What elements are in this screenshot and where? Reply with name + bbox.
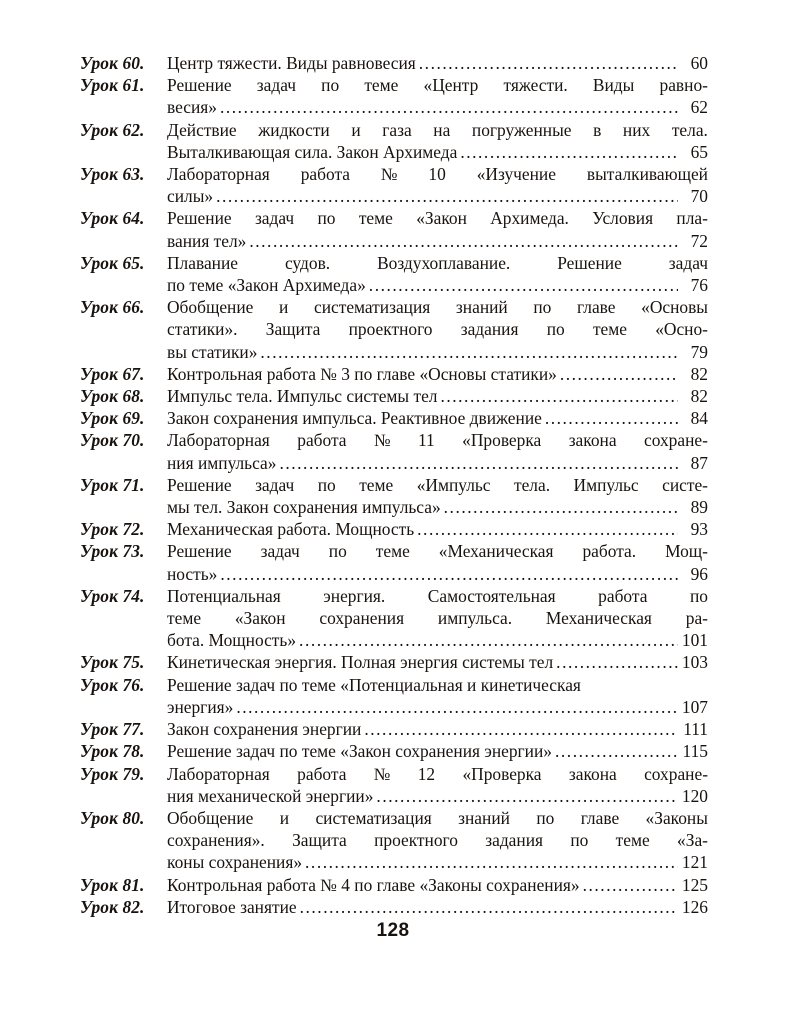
toc-entry-line [167, 474, 708, 496]
toc-entry-text: бота. Мощность» [167, 630, 297, 651]
toc-entry-line [167, 341, 708, 363]
toc-entry-text: энергия» [167, 696, 234, 717]
toc-entry-text: Решение задач по теме «Потенциальная и кинетическая [167, 674, 581, 695]
toc-entry-label: Урок 70. [80, 430, 145, 451]
toc-entry-word: Решение [167, 541, 232, 562]
toc-entry-text: Механическая работа. Мощность [167, 519, 415, 540]
toc-entry-text: Контрольная работа № 3 по главе «Основы статики» [167, 363, 557, 384]
toc-entry-word: работа [297, 763, 347, 784]
toc-entry-page-number[interactable]: 101 [681, 630, 708, 651]
toc-entry-word: по [533, 297, 552, 318]
toc-entry-body [167, 429, 708, 473]
toc-entry-line [167, 207, 708, 229]
toc-entry-word: и [351, 119, 361, 140]
toc-entry-word: Самостоятельная [427, 585, 556, 606]
toc-entry-word: на [433, 119, 451, 140]
toc-entry-word: жидкости [258, 119, 330, 140]
toc-entry-word: задач [254, 208, 295, 229]
toc-entry-word: тела. [671, 119, 708, 140]
toc-entry-word: судов. [284, 252, 331, 273]
toc-entry-word: равно- [659, 75, 708, 96]
toc-entry[interactable] [80, 385, 708, 407]
toc-entry-word: знаний [458, 807, 510, 828]
toc-entry-page-number[interactable]: 107 [681, 696, 708, 717]
toc-entry-label: Урок 82. [80, 896, 145, 917]
toc-entry-line [167, 119, 708, 141]
toc-entry-text: вания тел» [167, 230, 247, 251]
leader-dots [236, 696, 678, 718]
toc-entry-word: «Закон [234, 608, 286, 629]
toc-entry-word: погруженные [471, 119, 572, 140]
toc-entry-label: Урок 73. [80, 541, 145, 562]
toc-entry[interactable] [80, 163, 708, 207]
toc-entry-line [167, 763, 708, 785]
toc-entry-word: «Проверка [462, 430, 542, 451]
toc-entry-body [167, 807, 708, 874]
toc-entry-word: Потенциальная [167, 585, 281, 606]
toc-entry-body [167, 540, 708, 584]
toc-entry-label: Урок 66. [80, 297, 145, 318]
toc-entry-label: Урок 63. [80, 164, 145, 185]
toc-entry-page-number[interactable]: 93 [690, 519, 708, 540]
toc-entry-word: задач [256, 75, 296, 96]
toc-entry-word: энергия. [323, 585, 386, 606]
toc-entry[interactable] [80, 207, 708, 251]
toc-entry-text: ния механической энергии» [167, 785, 374, 806]
toc-entry-text: ния импульса» [167, 452, 277, 473]
toc-entry-word: теме [358, 208, 393, 229]
leader-dots [560, 363, 678, 385]
toc-entry-word: пла- [676, 208, 708, 229]
leader-dots [440, 385, 678, 407]
toc-entry[interactable] [80, 807, 708, 874]
toc-entry-body [167, 207, 708, 251]
toc-entry-label: Урок 69. [80, 408, 145, 429]
toc-entry-page-number[interactable]: 70 [690, 186, 708, 207]
toc-entry-word: № [380, 164, 398, 185]
toc-entry-line [167, 318, 708, 340]
toc-entry-word: Обобщение [167, 297, 254, 318]
toc-entry-word: «Осно- [655, 319, 708, 340]
toc-entry-word: «Изучение [476, 164, 556, 185]
toc-entry-word: по [536, 807, 555, 828]
toc-entry[interactable] [80, 74, 708, 118]
toc-entry-word: «За- [677, 830, 708, 851]
toc-entry-word: № [373, 763, 391, 784]
toc-entry-word: Механическая [545, 608, 652, 629]
toc-entry-word: работа. [582, 541, 637, 562]
toc-entry-word: Мощ- [665, 541, 708, 562]
toc-entry-word: Лабораторная [167, 763, 270, 784]
toc-entry-line [167, 829, 708, 851]
toc-entry-text: Закон сохранения импульса. Реактивное движение [167, 408, 542, 429]
toc-entry-word: «Импульс [416, 474, 491, 495]
toc-entry-line [167, 785, 708, 807]
toc-entry-label: Урок 71. [80, 474, 145, 495]
toc-entry-page-number[interactable]: 126 [681, 896, 708, 917]
toc-entry-word: Решение [167, 474, 232, 495]
leader-dots [417, 518, 678, 540]
toc-entry-page-number[interactable]: 79 [690, 341, 708, 362]
toc-entry-word: ра- [685, 608, 708, 629]
toc-entry-text: коны сохранения» [167, 852, 303, 873]
toc-entry-label: Урок 77. [80, 719, 145, 740]
toc-entry-word: Обобщение [167, 807, 254, 828]
toc-entry-page-number[interactable]: 84 [690, 408, 708, 429]
toc-entry-word: задания [460, 319, 519, 340]
toc-entry-word: закона [568, 430, 617, 451]
toc-entry-line [167, 540, 708, 562]
toc-entry-word: по [570, 830, 589, 851]
toc-entry-line [167, 807, 708, 829]
toc-entry-line [167, 518, 708, 540]
toc-entry-word: по [321, 75, 340, 96]
toc-entry-word: «Законы [645, 807, 708, 828]
toc-entry[interactable] [80, 363, 708, 385]
toc-entry[interactable] [80, 474, 708, 518]
toc-entry-text: по теме «Закон Архимеда» [167, 275, 366, 296]
toc-entry-word: по [546, 319, 565, 340]
toc-entry-body [167, 651, 708, 673]
leader-dots [419, 52, 678, 74]
toc-entry-label: Урок 78. [80, 741, 145, 762]
toc-entry-body [167, 119, 708, 163]
toc-entry-word: по [317, 208, 336, 229]
toc-entry-word: Архимеда. [490, 208, 569, 229]
toc-entry-word: знаний [455, 297, 508, 318]
toc-entry-word: сохранения». [167, 830, 265, 851]
toc-entry-word: тяжести. [503, 75, 568, 96]
toc-entry-word: «Проверка [462, 763, 542, 784]
toc-entry[interactable] [80, 252, 708, 296]
toc-entry[interactable] [80, 119, 708, 163]
toc-entry-line [167, 163, 708, 185]
toc-entry-word: «Центр [423, 75, 479, 96]
toc-entry-page-number[interactable]: 120 [681, 785, 708, 806]
toc-entry-word: главе [577, 297, 616, 318]
leader-dots [583, 874, 678, 896]
toc-entry-word: главе [580, 807, 620, 828]
toc-entry-word: работа [300, 164, 350, 185]
toc-entry-word: Воздухоплавание. [377, 252, 511, 273]
toc-entry-body [167, 718, 708, 740]
toc-entry-page-number[interactable]: 89 [690, 497, 708, 518]
toc-entry-label: Урок 68. [80, 386, 145, 407]
leader-dots [220, 563, 678, 585]
toc-entry-word: по [328, 541, 347, 562]
toc-entry-word: «Механическая [438, 541, 554, 562]
toc-entry-page-number[interactable]: 115 [682, 741, 708, 762]
leader-dots [279, 452, 678, 474]
toc-entry-body [167, 896, 708, 918]
toc-entry-word: № [373, 430, 391, 451]
toc-entry-line [167, 696, 708, 718]
toc-entry-line [167, 629, 708, 651]
toc-entry-text: Кинетическая энергия. Полная энергия системы тел [167, 652, 554, 673]
toc-entry-word: Защита [265, 319, 321, 340]
toc-entry-page-number[interactable]: 125 [681, 874, 708, 895]
toc-entry-word: импульса. [437, 608, 513, 629]
toc-entry-label: Урок 72. [80, 519, 145, 540]
toc-entry-body [167, 252, 708, 296]
toc-entry-word: 12 [417, 763, 436, 784]
toc-entry-text: Решение задач по теме «Закон сохранения энергии» [167, 741, 552, 762]
leader-dots [369, 274, 678, 296]
toc-entry-line [167, 452, 708, 474]
toc-entry-line [167, 674, 708, 696]
toc-entry-body [167, 874, 708, 896]
toc-entry-line [167, 274, 708, 296]
toc-entry-line [167, 585, 708, 607]
toc-entry-page-number[interactable]: 82 [690, 386, 708, 407]
toc-entry-word: Плавание [167, 252, 238, 273]
toc-entry-line [167, 874, 708, 896]
toc-entry[interactable] [80, 518, 708, 540]
toc-entry-word: задания [485, 830, 544, 851]
toc-entry-label: Урок 75. [80, 652, 145, 673]
toc-entry-word: Защита [292, 830, 347, 851]
toc-entry[interactable] [80, 540, 708, 584]
toc-entry-page-number[interactable]: 96 [690, 563, 708, 584]
page-folio: 128 [376, 920, 410, 941]
toc-entry-word: выталкивающей [586, 164, 708, 185]
toc-entry-line [167, 740, 708, 762]
toc-entry-word: задач [668, 252, 708, 273]
toc-entry-word: систе- [662, 474, 708, 495]
toc-entry-word: теме [615, 830, 650, 851]
toc-entry-word: Лабораторная [167, 164, 270, 185]
toc-entry-label: Урок 81. [80, 874, 145, 895]
toc-entry-label: Урок 60. [80, 53, 145, 73]
toc-entry-text: ность» [167, 563, 218, 584]
toc-entry-page-number[interactable]: 82 [690, 363, 708, 384]
toc-entry-word: 10 [428, 164, 446, 185]
toc-list [80, 52, 708, 918]
toc-entry-line [167, 651, 708, 673]
toc-entry-line [167, 230, 708, 252]
toc-entry-word: сохране- [644, 430, 708, 451]
toc-entry-text: вы статики» [167, 341, 258, 362]
leader-dots [300, 896, 678, 918]
toc-entry-word: Лабораторная [167, 430, 270, 451]
toc-entry-word: Действие [167, 119, 237, 140]
leader-dots [249, 230, 678, 252]
toc-entry-word: по [689, 585, 708, 606]
toc-entry-word: систематизация [315, 807, 432, 828]
toc-entry-body [167, 163, 708, 207]
toc-entry-page-number[interactable]: 111 [683, 719, 708, 740]
toc-entry-word: теме [364, 75, 399, 96]
toc-entry[interactable] [80, 896, 708, 918]
toc-entry-label: Урок 67. [80, 363, 145, 384]
leader-dots [545, 407, 678, 429]
toc-entry-label: Урок 76. [80, 674, 145, 695]
toc-entry-body [167, 585, 708, 652]
toc-entry-word: задач [255, 474, 295, 495]
toc-entry-line [167, 141, 708, 163]
toc-entry-line [167, 185, 708, 207]
toc-entry-word: сохране- [644, 763, 708, 784]
toc-entry-word: Импульс [573, 474, 639, 495]
toc-entry-text: Центр тяжести. Виды равновесия [167, 53, 416, 73]
toc-entry-word: работа [297, 430, 347, 451]
toc-entry-line [167, 851, 708, 873]
toc-entry-label: Урок 62. [80, 119, 145, 140]
toc-entry[interactable] [80, 407, 708, 429]
toc-entry-word: Виды [592, 75, 635, 96]
toc-entry-word: тела. [513, 474, 551, 495]
toc-entry-line [167, 563, 708, 585]
toc-entry-line [167, 429, 708, 451]
toc-entry[interactable] [80, 429, 708, 473]
toc-entry-text: весия» [167, 97, 217, 118]
toc-entry-page-number[interactable]: 72 [690, 230, 708, 251]
toc-entry-word: статики». [167, 319, 238, 340]
toc-entry-text: мы тел. Закон сохранения импульса» [167, 497, 441, 518]
toc-entry-body [167, 407, 708, 429]
toc-entry-text: Контрольная работа № 4 по главе «Законы сохранения» [167, 874, 580, 895]
toc-entry-word: сохранения [319, 608, 405, 629]
toc-entry-word: по [317, 474, 336, 495]
toc-entry-word: теме [375, 541, 410, 562]
toc-entry-line [167, 718, 708, 740]
toc-entry-line [167, 607, 708, 629]
leader-dots [444, 496, 678, 518]
toc-entry[interactable] [80, 718, 708, 740]
toc-entry[interactable] [80, 585, 708, 652]
toc-entry-line [167, 896, 708, 918]
toc-entry-word: газа [382, 119, 412, 140]
toc-entry-word: теме [359, 474, 394, 495]
toc-entry-body [167, 74, 708, 118]
toc-entry-text: Выталкивающая сила. Закон Архимеда [167, 141, 458, 162]
toc-entry[interactable] [80, 874, 708, 896]
leader-dots [555, 740, 678, 762]
leader-dots [364, 718, 678, 740]
toc-entry-line [167, 296, 708, 318]
toc-entry-word: теме [592, 319, 627, 340]
toc-entry[interactable] [80, 296, 708, 363]
leader-dots [460, 141, 678, 163]
toc-entry-word: Решение [167, 208, 232, 229]
toc-entry[interactable] [80, 674, 708, 718]
toc-entry-page-number[interactable]: 60 [690, 53, 708, 73]
toc-entry-line [167, 496, 708, 518]
toc-entry-text: Импульс тела. Импульс системы тел [167, 386, 438, 407]
toc-entry-body [167, 363, 708, 385]
toc-entry-page-number[interactable]: 76 [690, 275, 708, 296]
toc-entry-word: закона [568, 763, 617, 784]
toc-entry-label: Урок 64. [80, 208, 145, 229]
toc-entry-line [167, 96, 708, 118]
toc-entry-line [167, 252, 708, 274]
toc-entry-word: теме [167, 608, 202, 629]
toc-entry-word: 11 [417, 430, 435, 451]
leader-dots [216, 185, 678, 207]
toc-entry-body [167, 296, 708, 363]
toc-entry[interactable] [80, 651, 708, 673]
toc-entry-label: Урок 65. [80, 252, 145, 273]
leader-dots [556, 651, 678, 673]
toc-entry-body [167, 674, 708, 718]
toc-entry-word: и [279, 807, 290, 828]
toc-entry-page-number[interactable]: 121 [681, 852, 708, 873]
toc-entry-text: Итоговое занятие [167, 896, 297, 917]
toc-entry-body [167, 385, 708, 407]
toc-entry-line [167, 74, 708, 96]
leader-dots [299, 629, 678, 651]
toc-entry-text: Закон сохранения энергии [167, 719, 362, 740]
toc-entry-line [167, 385, 708, 407]
toc-entry[interactable] [80, 763, 708, 807]
toc-entry-word: работа [598, 585, 648, 606]
toc-entry-body [167, 763, 708, 807]
toc-entry-word: Условия [592, 208, 654, 229]
toc-entry-label: Урок 74. [80, 585, 145, 606]
toc-entry[interactable] [80, 52, 708, 74]
toc-entry-word: Решение [167, 75, 232, 96]
toc-entry-word: проектного [374, 830, 458, 851]
toc-entry-body [167, 740, 708, 762]
toc-entry-word: проектного [348, 319, 433, 340]
leader-dots [260, 341, 678, 363]
toc-entry-line [167, 52, 708, 74]
toc-entry[interactable] [80, 740, 708, 762]
toc-entry-page-number[interactable]: 87 [690, 452, 708, 473]
toc-entry-body [167, 518, 708, 540]
toc-entry-line [167, 363, 708, 385]
toc-entry-word: них [622, 119, 651, 140]
toc-entry-page-number[interactable]: 103 [681, 652, 708, 673]
toc-entry-word: задач [260, 541, 300, 562]
toc-entry-word: «Закон [416, 208, 467, 229]
leader-dots [376, 785, 677, 807]
toc-entry-label: Урок 79. [80, 763, 145, 784]
toc-entry-text: силы» [167, 186, 214, 207]
toc-entry-page-number[interactable]: 65 [690, 141, 708, 162]
toc-entry-body [167, 52, 708, 74]
leader-dots [305, 851, 678, 873]
leader-dots [220, 96, 678, 118]
toc-entry-word: «Основы [641, 297, 708, 318]
toc-entry-label: Урок 80. [80, 807, 145, 828]
toc-entry-word: Решение [557, 252, 622, 273]
toc-entry-body [167, 474, 708, 518]
toc-entry-word: систематизация [313, 297, 431, 318]
toc-entry-page-number[interactable]: 62 [690, 97, 708, 118]
toc-entry-line [167, 407, 708, 429]
toc-entry-word: и [279, 297, 289, 318]
toc-entry-label: Урок 61. [80, 75, 145, 96]
toc-entry-word: в [593, 119, 602, 140]
